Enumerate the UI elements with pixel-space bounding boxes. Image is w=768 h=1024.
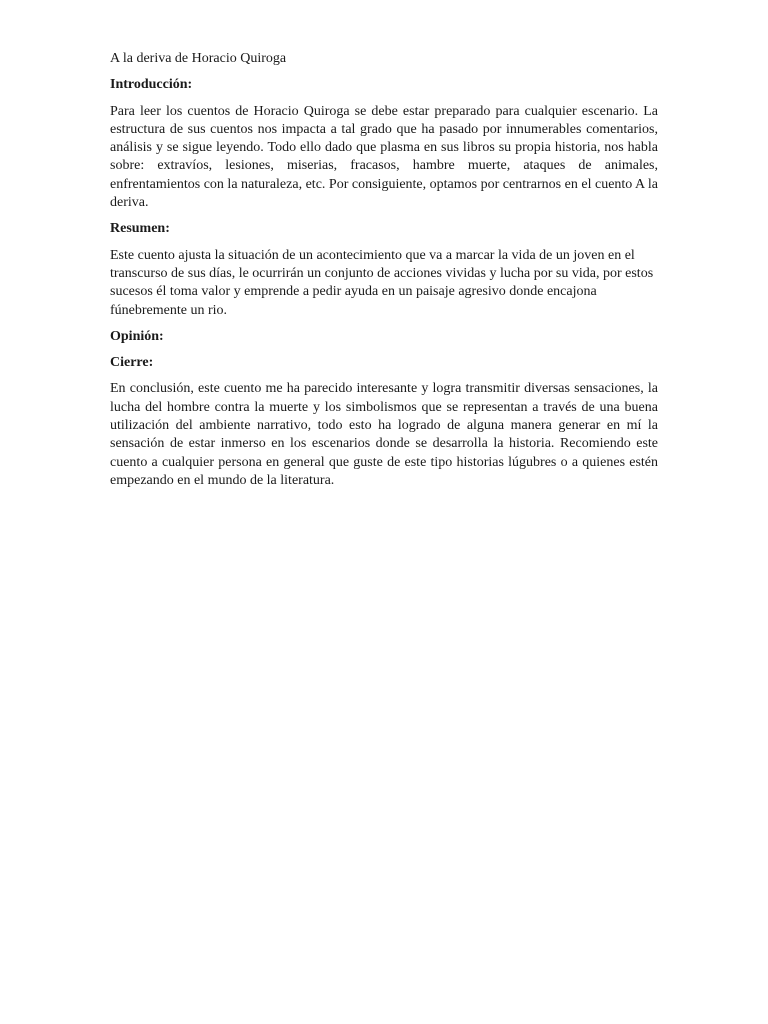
document-page [110, 50, 658, 498]
paragraph-introduccion: Para leer los cuentos de Horacio Quiroga se debe estar preparado para cualquier escenario. La estructura de sus cuentos nos impacta a tal grado que ha pasado por innumerables comentarios, análisis y se sigue leyendo. Todo ello dado que plasma en sus libros su propia historia, nos habla sobre: extravíos, lesiones, miserias, fracasos, hambre muerte, ataques de animales, enfrentamientos con la naturaleza, etc. Por consiguiente, optamos por centrarnos en el cuento A la deriva. [110, 103, 658, 211]
heading-opinion: Opinión: [110, 328, 164, 344]
document-title: A la deriva de Horacio Quiroga [110, 51, 287, 66]
heading-cierre: Cierre: [110, 355, 154, 371]
paragraph-resumen: Este cuento ajusta la situación de un acontecimiento que va a marcar la vida de un joven en el transcurso de sus días, le ocurrirán un conjunto de acciones vividas y lucha por su vida, por estos sucesos él toma valor y emprende a pedir ayuda en un paisaje agresivo donde encajona fúnebremente un rio. [110, 247, 654, 318]
paragraph-cierre: En conclusión, este cuento me ha parecido interesante y logra transmitir diversas sensaciones, la lucha del hombre contra la muerte y los simbolismos que se representan a través de una buena utilización del ambiente narrativo, todo esto ha logrado de alguna manera generar en mí la sensación de estar inmerso en los escenarios donde se desarrolla la historia. Recomiendo este cuento a cualquier persona en general que guste de este tipo historias lúgubres o a quienes estén empezando en el mundo de la literatura. [110, 381, 658, 488]
heading-resumen: Resumen: [110, 221, 170, 237]
heading-introduccion: Introducción: [110, 77, 193, 93]
